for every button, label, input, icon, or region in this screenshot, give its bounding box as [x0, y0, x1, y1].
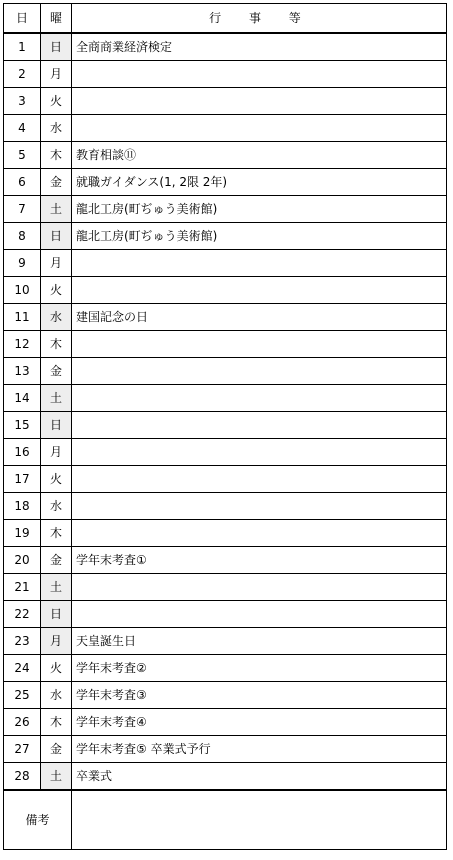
- day-number-cell: 27: [4, 736, 41, 763]
- event-cell: [72, 61, 447, 88]
- table-row: [4, 358, 447, 385]
- event-cell: [72, 277, 447, 304]
- weekday-cell: 木: [41, 331, 72, 358]
- event-cell: 龍北工房(町ぢゅう美術館): [72, 223, 447, 250]
- weekday-cell: 水: [41, 682, 72, 709]
- table-row: [4, 763, 447, 791]
- weekday-cell: 水: [41, 115, 72, 142]
- weekday-cell: 火: [41, 277, 72, 304]
- weekday-cell: 水: [41, 493, 72, 520]
- event-cell: [72, 250, 447, 277]
- table-row: [4, 736, 447, 763]
- day-number-cell: 8: [4, 223, 41, 250]
- event-cell: [72, 331, 447, 358]
- day-number-cell: 11: [4, 304, 41, 331]
- event-cell: 学年末考査③: [72, 682, 447, 709]
- day-number-cell: 22: [4, 601, 41, 628]
- weekday-cell: 水: [41, 304, 72, 331]
- event-cell: [72, 385, 447, 412]
- table-row: [4, 169, 447, 196]
- day-number-cell: 3: [4, 88, 41, 115]
- table-row: [4, 466, 447, 493]
- weekday-cell: 日: [41, 412, 72, 439]
- day-number-cell: 28: [4, 763, 41, 791]
- day-number-cell: 16: [4, 439, 41, 466]
- remarks-row: [4, 790, 447, 850]
- table-row: [4, 709, 447, 736]
- weekday-cell: 月: [41, 250, 72, 277]
- event-cell: 学年末考査④: [72, 709, 447, 736]
- day-number-cell: 2: [4, 61, 41, 88]
- day-number-cell: 15: [4, 412, 41, 439]
- event-cell: 学年末考査②: [72, 655, 447, 682]
- table-row: [4, 331, 447, 358]
- day-number-cell: 7: [4, 196, 41, 223]
- event-cell: 就職ガイダンス(1, 2限 2年): [72, 169, 447, 196]
- event-cell: 教育相談⑪: [72, 142, 447, 169]
- day-number-cell: 19: [4, 520, 41, 547]
- event-cell: 建国記念の日: [72, 304, 447, 331]
- table-row: [4, 439, 447, 466]
- event-cell: [72, 358, 447, 385]
- table-row: [4, 682, 447, 709]
- table-row: [4, 574, 447, 601]
- event-cell: 龍北工房(町ぢゅう美術館): [72, 196, 447, 223]
- weekday-cell: 金: [41, 736, 72, 763]
- weekday-cell: 木: [41, 709, 72, 736]
- weekday-cell: 金: [41, 547, 72, 574]
- table-row: [4, 196, 447, 223]
- day-number-cell: 6: [4, 169, 41, 196]
- day-number-cell: 12: [4, 331, 41, 358]
- day-number-cell: 13: [4, 358, 41, 385]
- weekday-cell: 月: [41, 61, 72, 88]
- event-cell: [72, 601, 447, 628]
- weekday-cell: 金: [41, 358, 72, 385]
- event-cell: [72, 493, 447, 520]
- weekday-cell: 土: [41, 196, 72, 223]
- day-number-cell: 23: [4, 628, 41, 655]
- weekday-cell: 日: [41, 33, 72, 61]
- weekday-cell: 火: [41, 466, 72, 493]
- day-number-cell: 10: [4, 277, 41, 304]
- table-row: [4, 547, 447, 574]
- weekday-cell: 木: [41, 520, 72, 547]
- weekday-cell: 木: [41, 142, 72, 169]
- header-day: 日: [4, 4, 41, 34]
- day-number-cell: 17: [4, 466, 41, 493]
- event-cell: 卒業式: [72, 763, 447, 791]
- remarks-label: 備考: [4, 790, 72, 850]
- weekday-cell: 月: [41, 439, 72, 466]
- event-cell: [72, 439, 447, 466]
- event-cell: [72, 115, 447, 142]
- event-cell: 天皇誕生日: [72, 628, 447, 655]
- day-number-cell: 26: [4, 709, 41, 736]
- day-number-cell: 21: [4, 574, 41, 601]
- table-row: [4, 277, 447, 304]
- weekday-cell: 日: [41, 223, 72, 250]
- event-cell: [72, 520, 447, 547]
- day-number-cell: 9: [4, 250, 41, 277]
- event-cell: [72, 412, 447, 439]
- table-row: [4, 223, 447, 250]
- table-row: [4, 115, 447, 142]
- header-weekday: 曜: [41, 4, 72, 34]
- event-cell: 学年末考査⑤ 卒業式予行: [72, 736, 447, 763]
- table-row: [4, 601, 447, 628]
- day-number-cell: 5: [4, 142, 41, 169]
- header-event: 行 事 等: [72, 4, 447, 34]
- event-cell: [72, 574, 447, 601]
- table-row: [4, 493, 447, 520]
- event-cell: 全商商業経済検定: [72, 33, 447, 61]
- weekday-cell: 火: [41, 88, 72, 115]
- event-cell: [72, 88, 447, 115]
- day-number-cell: 20: [4, 547, 41, 574]
- table-row: [4, 628, 447, 655]
- day-number-cell: 25: [4, 682, 41, 709]
- day-number-cell: 1: [4, 33, 41, 61]
- table-row: [4, 304, 447, 331]
- table-row: [4, 142, 447, 169]
- weekday-cell: 火: [41, 655, 72, 682]
- calendar-body: [4, 33, 447, 790]
- table-row: [4, 33, 447, 61]
- table-row: [4, 250, 447, 277]
- header-row: [4, 4, 447, 34]
- weekday-cell: 金: [41, 169, 72, 196]
- table-row: [4, 655, 447, 682]
- event-cell: [72, 466, 447, 493]
- table-row: [4, 61, 447, 88]
- calendar-table: [3, 3, 447, 850]
- table-row: [4, 412, 447, 439]
- remarks-text: [72, 790, 447, 850]
- day-number-cell: 14: [4, 385, 41, 412]
- table-row: [4, 385, 447, 412]
- weekday-cell: 土: [41, 385, 72, 412]
- table-row: [4, 88, 447, 115]
- event-cell: 学年末考査①: [72, 547, 447, 574]
- day-number-cell: 18: [4, 493, 41, 520]
- weekday-cell: 日: [41, 601, 72, 628]
- day-number-cell: 4: [4, 115, 41, 142]
- weekday-cell: 土: [41, 574, 72, 601]
- weekday-cell: 土: [41, 763, 72, 791]
- day-number-cell: 24: [4, 655, 41, 682]
- table-row: [4, 520, 447, 547]
- weekday-cell: 月: [41, 628, 72, 655]
